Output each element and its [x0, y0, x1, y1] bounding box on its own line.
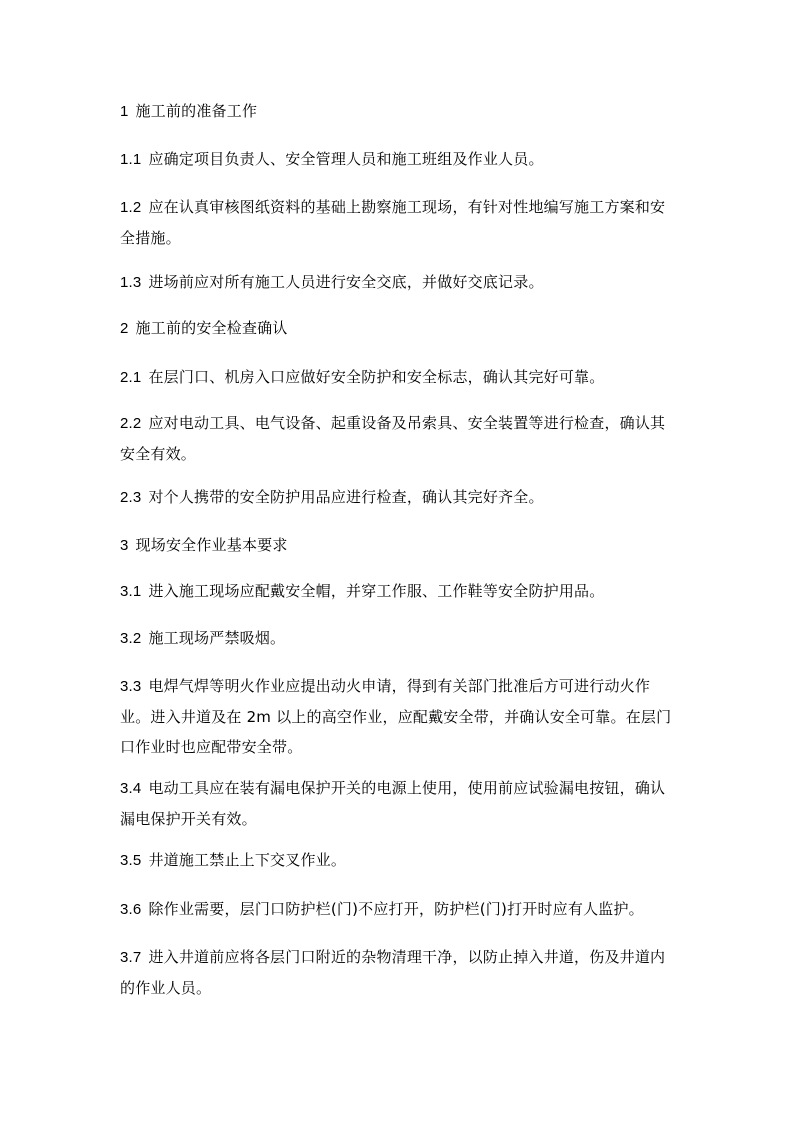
clause-text: 进场前应对所有施工人员进行安全交底，并做好交底记录。: [148, 273, 544, 291]
clause-text: 施工现场严禁吸烟。: [148, 629, 286, 647]
heading-1: [120, 96, 680, 127]
section-number: 1: [120, 103, 129, 120]
paragraph-3-4: [120, 773, 680, 834]
clause-number: 3.4: [120, 780, 142, 797]
paragraph-3-7: [120, 942, 680, 1003]
clause-text: 对个人携带的安全防护用品应进行检查，确认其完好齐全。: [148, 488, 544, 506]
clause-number: 3.2: [120, 630, 142, 647]
clause-number: 2.2: [120, 415, 142, 432]
clause-number: 3.7: [120, 949, 142, 966]
paragraph-3-2: [120, 623, 680, 654]
clause-number: 1.3: [120, 274, 142, 291]
section-title: 施工前的安全检查确认: [135, 319, 288, 337]
clause-text: 进入井道前应将各层门口附近的杂物清理干净，以防止掉入井道，伤及井道内的作业人员。: [120, 948, 666, 997]
clause-number: 1.1: [120, 151, 142, 168]
clause-number: 2.3: [120, 489, 142, 506]
paragraph-2-1: [120, 362, 680, 393]
section-number: 2: [120, 320, 129, 337]
heading-2: [120, 313, 680, 344]
paragraph-2-3: [120, 482, 680, 513]
paragraph-1-1: [120, 144, 680, 175]
paragraph-3-6: [120, 894, 680, 925]
clause-number: 3.3: [120, 678, 142, 695]
clause-text: 应在认真审核图纸资料的基础上勘察施工现场，有针对性地编写施工方案和安全措施。: [120, 198, 666, 247]
section-title: 现场安全作业基本要求: [135, 536, 288, 554]
paragraph-1-2: [120, 192, 680, 253]
clause-text: 应对电动工具、电气设备、起重设备及吊索具、安全装置等进行检查，确认其安全有效。: [120, 414, 666, 463]
clause-number: 3.1: [120, 583, 142, 600]
paragraph-3-3: [120, 671, 680, 762]
paragraph-3-5: [120, 845, 680, 876]
clause-text: 井道施工禁止上下交叉作业。: [148, 851, 347, 869]
section-number: 3: [120, 537, 129, 554]
clause-text: 应确定项目负责人、安全管理人员和施工班组及作业人员。: [148, 150, 544, 168]
clause-number: 2.1: [120, 369, 142, 386]
section-title: 施工前的准备工作: [135, 102, 258, 120]
heading-3: [120, 530, 680, 561]
clause-text: 在层门口、机房入口应做好安全防护和安全标志，确认其完好可靠。: [148, 368, 605, 386]
clause-text: 除作业需要，层门口防护栏(门)不应打开，防护栏(门)打开时应有人监护。: [148, 900, 644, 918]
paragraph-3-1: [120, 576, 680, 607]
clause-number: 3.5: [120, 852, 142, 869]
paragraph-1-3: [120, 267, 680, 298]
clause-text: 电焊气焊等明火作业应提出动火申请，得到有关部门批准后方可进行动火作业。进入井道及在 2m 以上的高空作业，应配戴安全带，并确认安全可靠。在层门口作业时也应配带安全带。: [120, 677, 672, 756]
clause-number: 1.2: [120, 199, 142, 216]
clause-text: 进入施工现场应配戴安全帽，并穿工作服、工作鞋等安全防护用品。: [148, 582, 605, 600]
clause-text: 电动工具应在装有漏电保护开关的电源上使用，使用前应试验漏电按钮，确认漏电保护开关有效。: [120, 779, 666, 828]
clause-number: 3.6: [120, 901, 142, 918]
paragraph-2-2: [120, 408, 680, 469]
